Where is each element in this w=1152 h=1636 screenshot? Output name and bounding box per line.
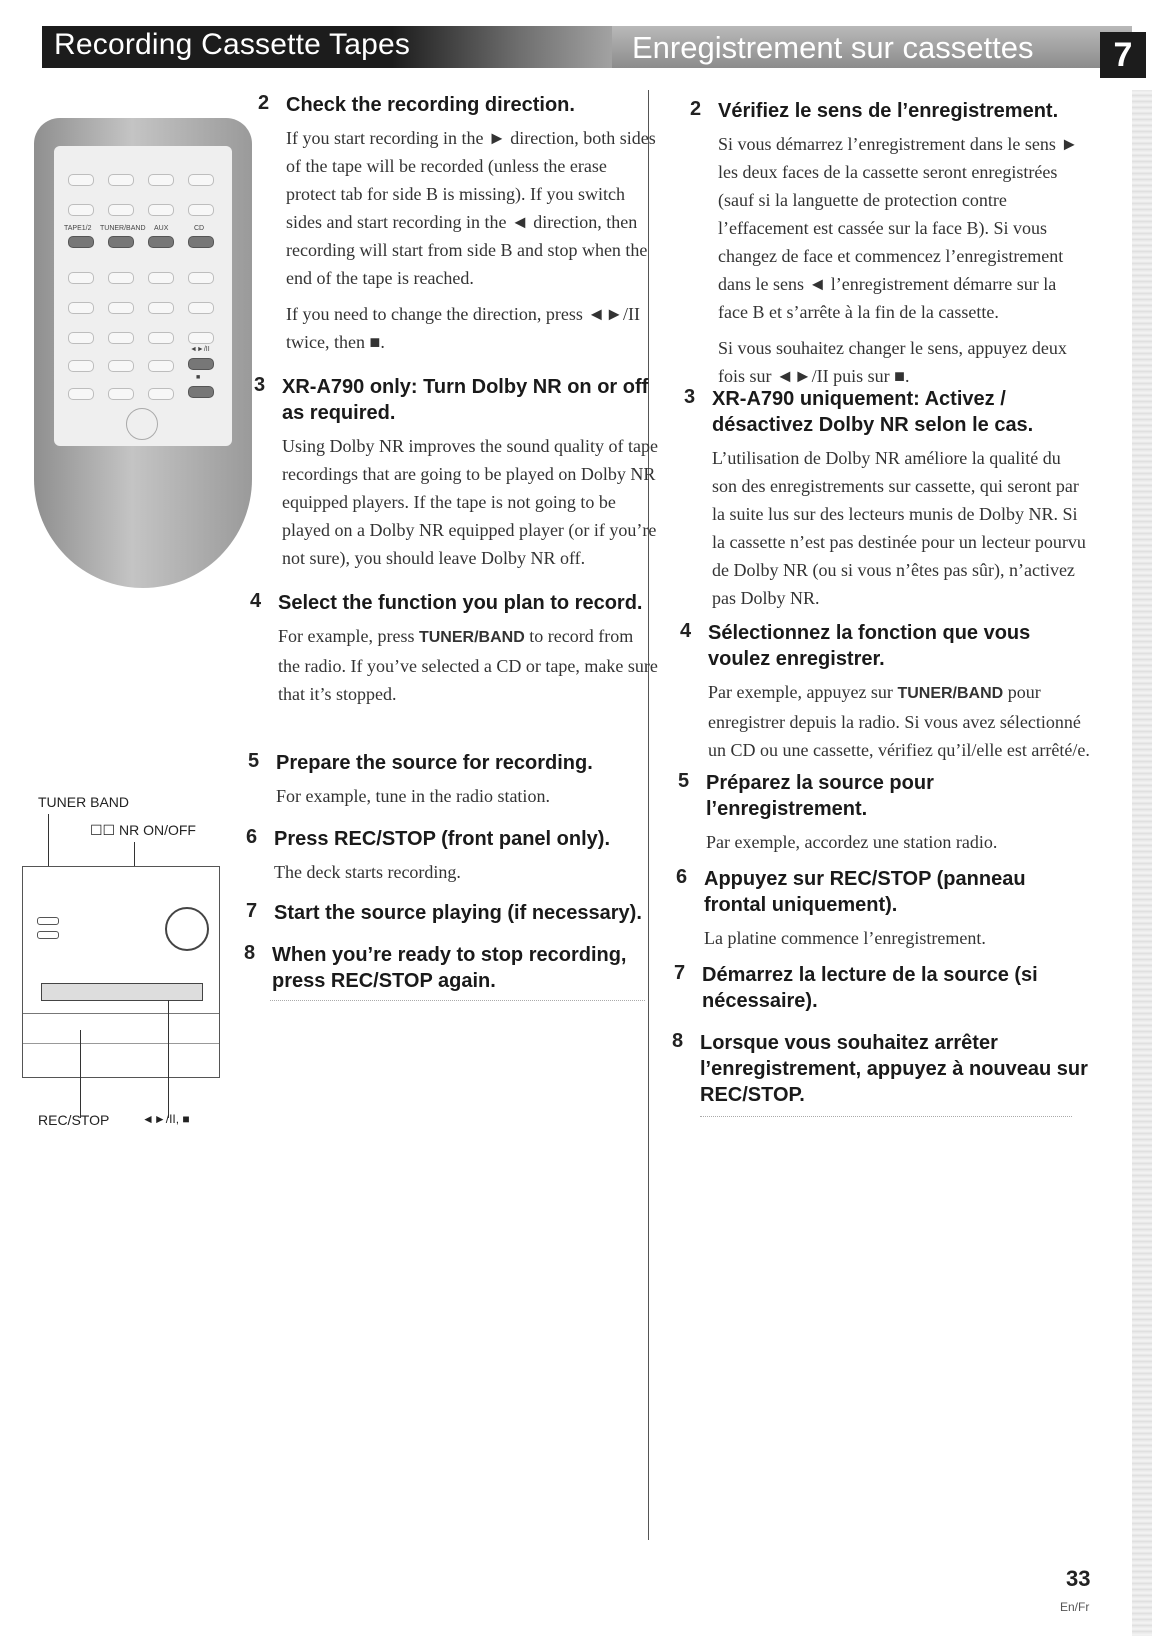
remote-button (68, 332, 94, 344)
step-number: 7 (246, 900, 258, 922)
remote-button-cd (188, 236, 214, 248)
step-title: Start the source playing (if necessary). (274, 902, 642, 924)
remote-button (108, 272, 134, 284)
step-number: 2 (258, 92, 270, 114)
deck-front-panel-illustration (22, 866, 220, 1078)
remote-button (68, 360, 94, 372)
fr-step-7 (674, 962, 1090, 1014)
step-body: La platine commence l’enregistrement. (704, 928, 986, 948)
en-step-8 (244, 942, 658, 994)
deck-divider (23, 1043, 219, 1044)
step-number: 8 (672, 1030, 684, 1052)
step-body (278, 622, 658, 708)
remote-button (68, 388, 94, 400)
keyword-tuner-band: TUNER/BAND (418, 629, 525, 646)
remote-button (68, 272, 94, 284)
step-title: Démarrez la lecture de la source (si nécessaire). (702, 964, 1038, 1012)
en-step-2 (258, 92, 658, 364)
fr-step-8 (672, 1030, 1090, 1108)
fr-step-4 (680, 620, 1090, 772)
remote-button (188, 204, 214, 216)
label-rec-stop: REC/STOP (38, 1112, 110, 1128)
deck-button (37, 931, 59, 939)
remote-label-stop: ■ (196, 374, 201, 381)
chapter-number: 7 (1100, 32, 1146, 78)
step-title: XR-A790 uniquement: Activez / désactivez Dolby NR selon le cas. (712, 388, 1034, 436)
step-body: L’utilisation de Dolby NR améliore la qualité du son des enregistrements sur cassette, qui seront par la suite lus sur des lecteurs munis de Dolby NR. Si la cassette n’est pas destinée pour un lecteur pourvu de Dolby NR (ou si vous n’êtes pas sûr), n’activez pas Dolby NR. (712, 448, 1086, 608)
remote-button (188, 302, 214, 314)
deck-control-strip (41, 983, 203, 1001)
language-indicator: En/Fr (1060, 1600, 1090, 1614)
step-title: Appuyez sur REC/STOP (panneau frontal uniquement). (704, 868, 1026, 916)
remote-button (108, 360, 134, 372)
end-dotted-rule (700, 1116, 1072, 1117)
step-title: Vérifiez le sens de l’enregistrement. (718, 100, 1059, 122)
remote-label-play-pause: ◄►/II (190, 346, 210, 353)
en-step-3 (254, 374, 658, 580)
step-number: 6 (246, 826, 258, 848)
remote-button (148, 360, 174, 372)
remote-button (148, 204, 174, 216)
en-step-7 (246, 900, 658, 926)
header-band (42, 26, 1094, 68)
step-body-pre: Par exemple, appuyez sur (708, 682, 898, 702)
remote-face (54, 146, 232, 446)
remote-label-tuner: TUNER/BAND (100, 225, 146, 232)
volume-knob (165, 907, 209, 951)
step-body: Si vous souhaitez changer le sens, appuyez deux fois sur ◄►/II puis sur ■. (718, 338, 1067, 386)
remote-button (108, 388, 134, 400)
header-gradient (392, 26, 622, 68)
fr-step-3 (684, 386, 1090, 620)
remote-button (148, 272, 174, 284)
step-body: Par exemple, accordez une station radio. (706, 832, 998, 852)
remote-button (148, 302, 174, 314)
step-body-post: to record from the radio. If you’ve selected a CD or tape, make sure that it’s stopped. (278, 626, 658, 704)
remote-button-aux (148, 236, 174, 248)
remote-button-tuner (108, 236, 134, 248)
step-number: 3 (254, 374, 266, 396)
remote-button (108, 174, 134, 186)
deck-divider (23, 1013, 219, 1014)
step-title: Check the recording direction. (286, 94, 575, 116)
remote-button (68, 174, 94, 186)
label-tuner-band: TUNER BAND (38, 794, 130, 810)
remote-button (108, 332, 134, 344)
deck-button (37, 917, 59, 925)
fr-step-2 (690, 98, 1090, 398)
step-body: Using Dolby NR improves the sound quality of tape recordings that are going to be played on Dolby NR equipped players. If the tape is not going to be played on a Dolby NR equipped player (or if you’re not sure), you should leave Dolby NR off. (282, 436, 658, 568)
step-title: Sélectionnez la fonction que vous voulez enregistrer. (708, 622, 1031, 670)
step-body: Si vous démarrez l’enregistrement dans le sens ► les deux faces de la cassette seront enregistrées (sauf si la languette de protection contre l’effacement est cassée sur la face B). Si vous changez de face et commencez l’enregistrement dans le sens ◄ l’enregistrement démarre sur la face B et s’arrête à la fin de la cassette. (718, 134, 1079, 322)
step-body-pre: For example, press (278, 626, 419, 646)
remote-button (148, 332, 174, 344)
remote-button (188, 332, 214, 344)
step-number: 4 (680, 620, 692, 642)
step-number: 5 (678, 770, 690, 792)
remote-label-tape: TAPE1/2 (64, 225, 92, 232)
step-body: If you need to change the direction, press ◄►/II twice, then ■. (286, 304, 641, 352)
step-body-post: pour enregistrer depuis la radio. Si vous avez sélectionné un CD ou une cassette, vérifiez qu’il/elle est arrêté/e. (708, 682, 1090, 760)
step-body: If you start recording in the ► direction, both sides of the tape will be recorded (unless the erase protect tab for side B is missing). If you switch sides and start recording in the ◄ direction, then recording will start from side B and stop when the end of the tape is reached. (286, 128, 656, 288)
remote-button (68, 302, 94, 314)
step-body: The deck starts recording. (274, 862, 461, 882)
remote-button (108, 302, 134, 314)
header-title-en: Recording Cassette Tapes (54, 28, 411, 61)
en-step-6 (246, 826, 658, 894)
step-title: Lorsque vous souhaitez arrêter l’enregistrement, appuyez à nouveau sur REC/STOP. (700, 1032, 1088, 1106)
step-number: 3 (684, 386, 696, 408)
remote-button-tape (68, 236, 94, 248)
step-number: 5 (248, 750, 260, 772)
remote-button (148, 388, 174, 400)
remote-control-illustration (34, 118, 252, 588)
step-title: Prepare the source for recording. (276, 752, 593, 774)
step-number: 7 (674, 962, 686, 984)
remote-button-stop (188, 386, 214, 398)
remote-button (108, 204, 134, 216)
remote-button-play-pause (188, 358, 214, 370)
fr-step-5 (678, 770, 1090, 864)
step-body (708, 678, 1090, 764)
en-step-5 (248, 750, 658, 818)
header-title-fr: Enregistrement sur cassettes (632, 30, 1034, 65)
remote-button (188, 174, 214, 186)
label-play-stop: ◄►/II, ■ (142, 1112, 190, 1126)
step-number: 2 (690, 98, 702, 120)
fr-step-6 (676, 866, 1090, 960)
page-number: 33 (1066, 1566, 1091, 1591)
step-title: XR-A790 only: Turn Dolby NR on or off as required. (282, 376, 649, 424)
pointer-line-play-stop (168, 1000, 169, 1118)
remote-label-aux: AUX (154, 225, 169, 232)
remote-button (148, 174, 174, 186)
keyword-tuner-band: TUNER/BAND (897, 685, 1004, 702)
en-step-4 (250, 590, 658, 716)
remote-button (188, 272, 214, 284)
step-title: Select the function you plan to record. (278, 592, 643, 614)
step-title: Préparez la source pour l’enregistrement. (706, 772, 934, 820)
remote-dpad (126, 408, 158, 440)
step-number: 4 (250, 590, 262, 612)
remote-label-cd: CD (194, 225, 205, 232)
step-number: 6 (676, 866, 688, 888)
step-title: Press REC/STOP (front panel only). (274, 828, 610, 850)
step-body: For example, tune in the radio station. (276, 786, 550, 806)
label-nr-on-off: ☐☐ NR ON/OFF (90, 822, 196, 838)
step-title: When you’re ready to stop recording, press REC/STOP again. (272, 944, 627, 992)
pointer-line-rec-stop (80, 1030, 81, 1118)
end-dotted-rule (270, 1000, 645, 1001)
step-number: 8 (244, 942, 256, 964)
remote-button (68, 204, 94, 216)
page-edge-shading (1132, 90, 1152, 1636)
